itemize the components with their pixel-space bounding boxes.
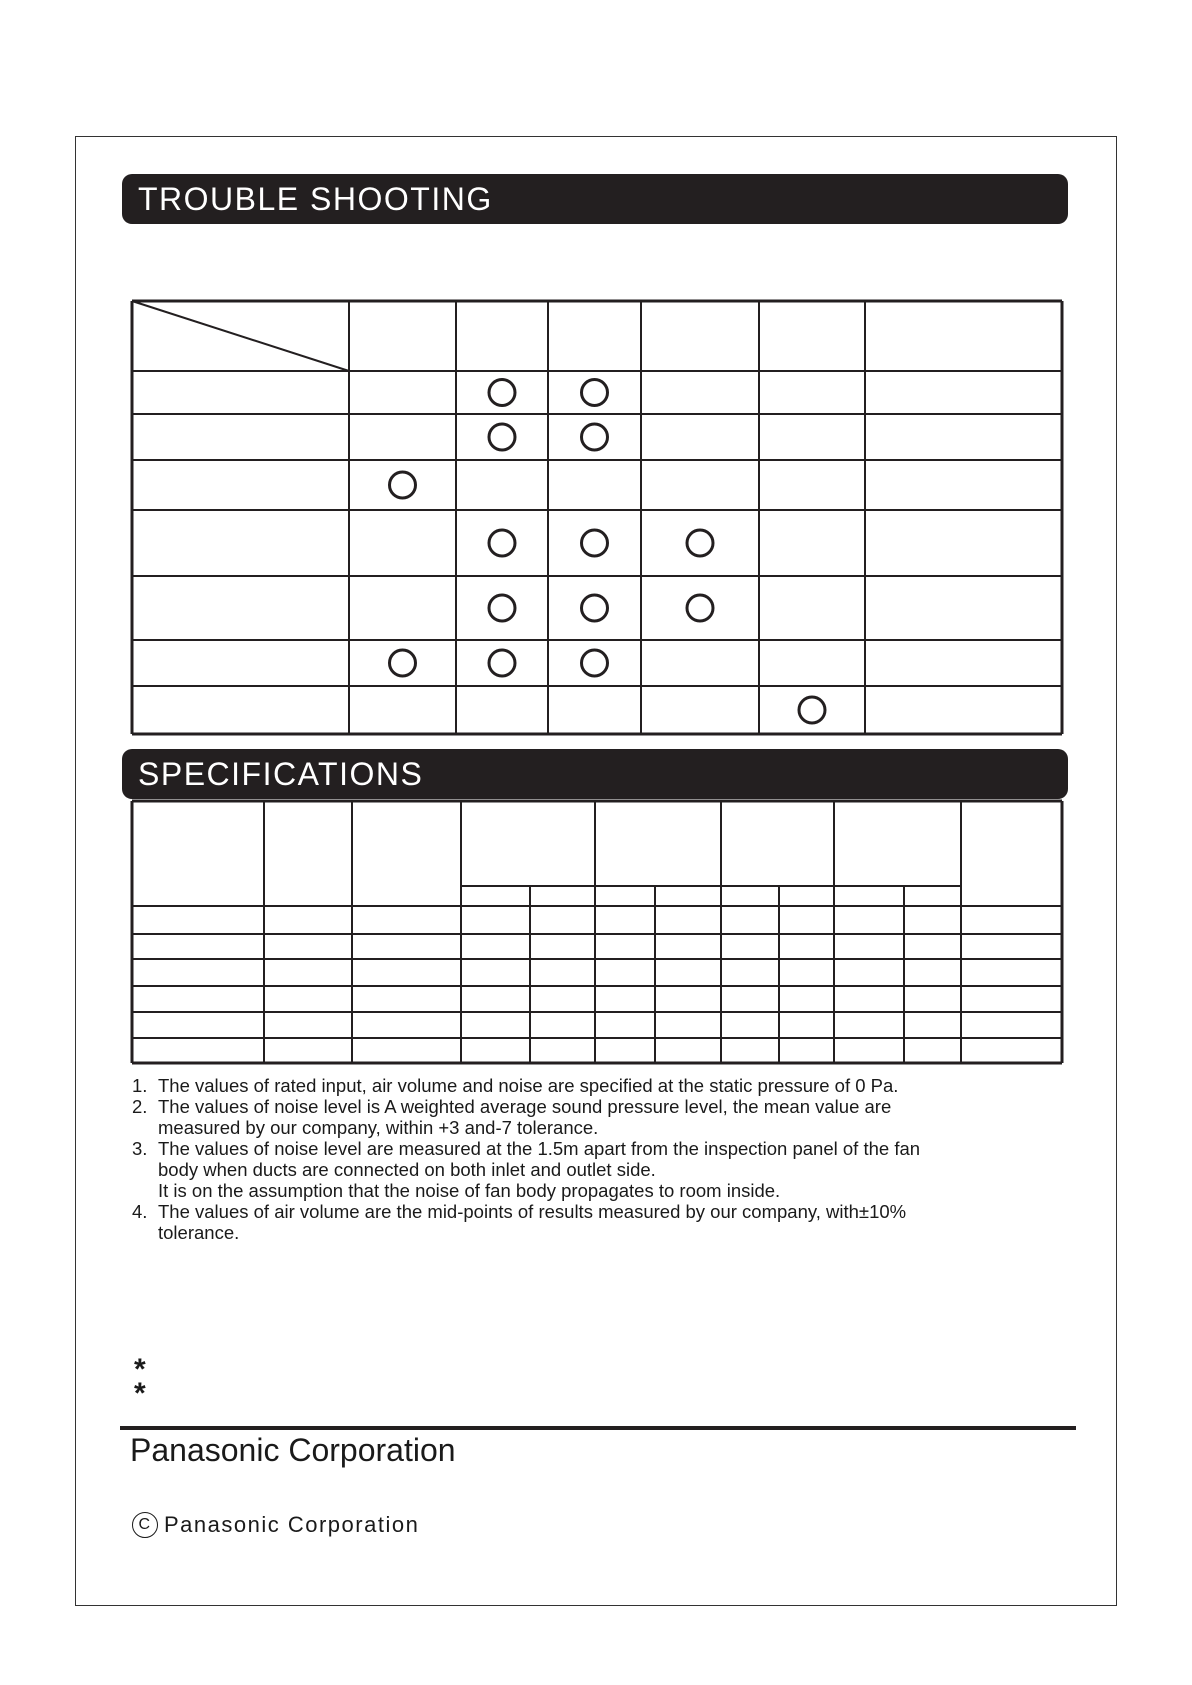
note-line: measured by our company, within +3 and-7 tolerance.: [158, 1117, 599, 1138]
note-2: [132, 1096, 1032, 1138]
note-line: body when ducts are connected on both inlet and outlet side.: [158, 1159, 656, 1180]
footer-rule: [120, 1426, 1076, 1430]
note-line: The values of rated input, air volume and noise are specified at the static pressure of 0 Pa.: [158, 1075, 899, 1096]
specification-notes: [132, 1075, 1032, 1243]
copyright-icon: C: [132, 1512, 158, 1538]
copyright-text: Panasonic Corporation: [164, 1512, 420, 1537]
note-line: The values of air volume are the mid-points of results measured by our company, with±10%: [158, 1201, 907, 1222]
note-number: 4.: [132, 1201, 148, 1222]
trouble-shooting-title: TROUBLE SHOOTING: [138, 181, 493, 217]
note-line: It is on the assumption that the noise of fan body propagates to room inside.: [158, 1180, 781, 1201]
specifications-title: SPECIFICATIONS: [138, 756, 424, 792]
note-line: The values of noise level is A weighted average sound pressure level, the mean value are: [158, 1096, 892, 1117]
note-1: [132, 1075, 1032, 1096]
company-name: Panasonic Corporation: [130, 1432, 456, 1468]
footnote-star-1: *: [134, 1353, 146, 1386]
note-3: [132, 1138, 1032, 1201]
note-line: tolerance.: [158, 1222, 240, 1243]
note-number: 3.: [132, 1138, 148, 1159]
note-line: The values of noise level are measured at the 1.5m apart from the inspection panel of the fan: [158, 1138, 921, 1159]
note-number: 2.: [132, 1096, 148, 1117]
copyright-notice: [132, 1512, 419, 1538]
note-4: [132, 1201, 1032, 1243]
footnote-star-2: *: [134, 1377, 146, 1410]
note-number: 1.: [132, 1075, 148, 1096]
